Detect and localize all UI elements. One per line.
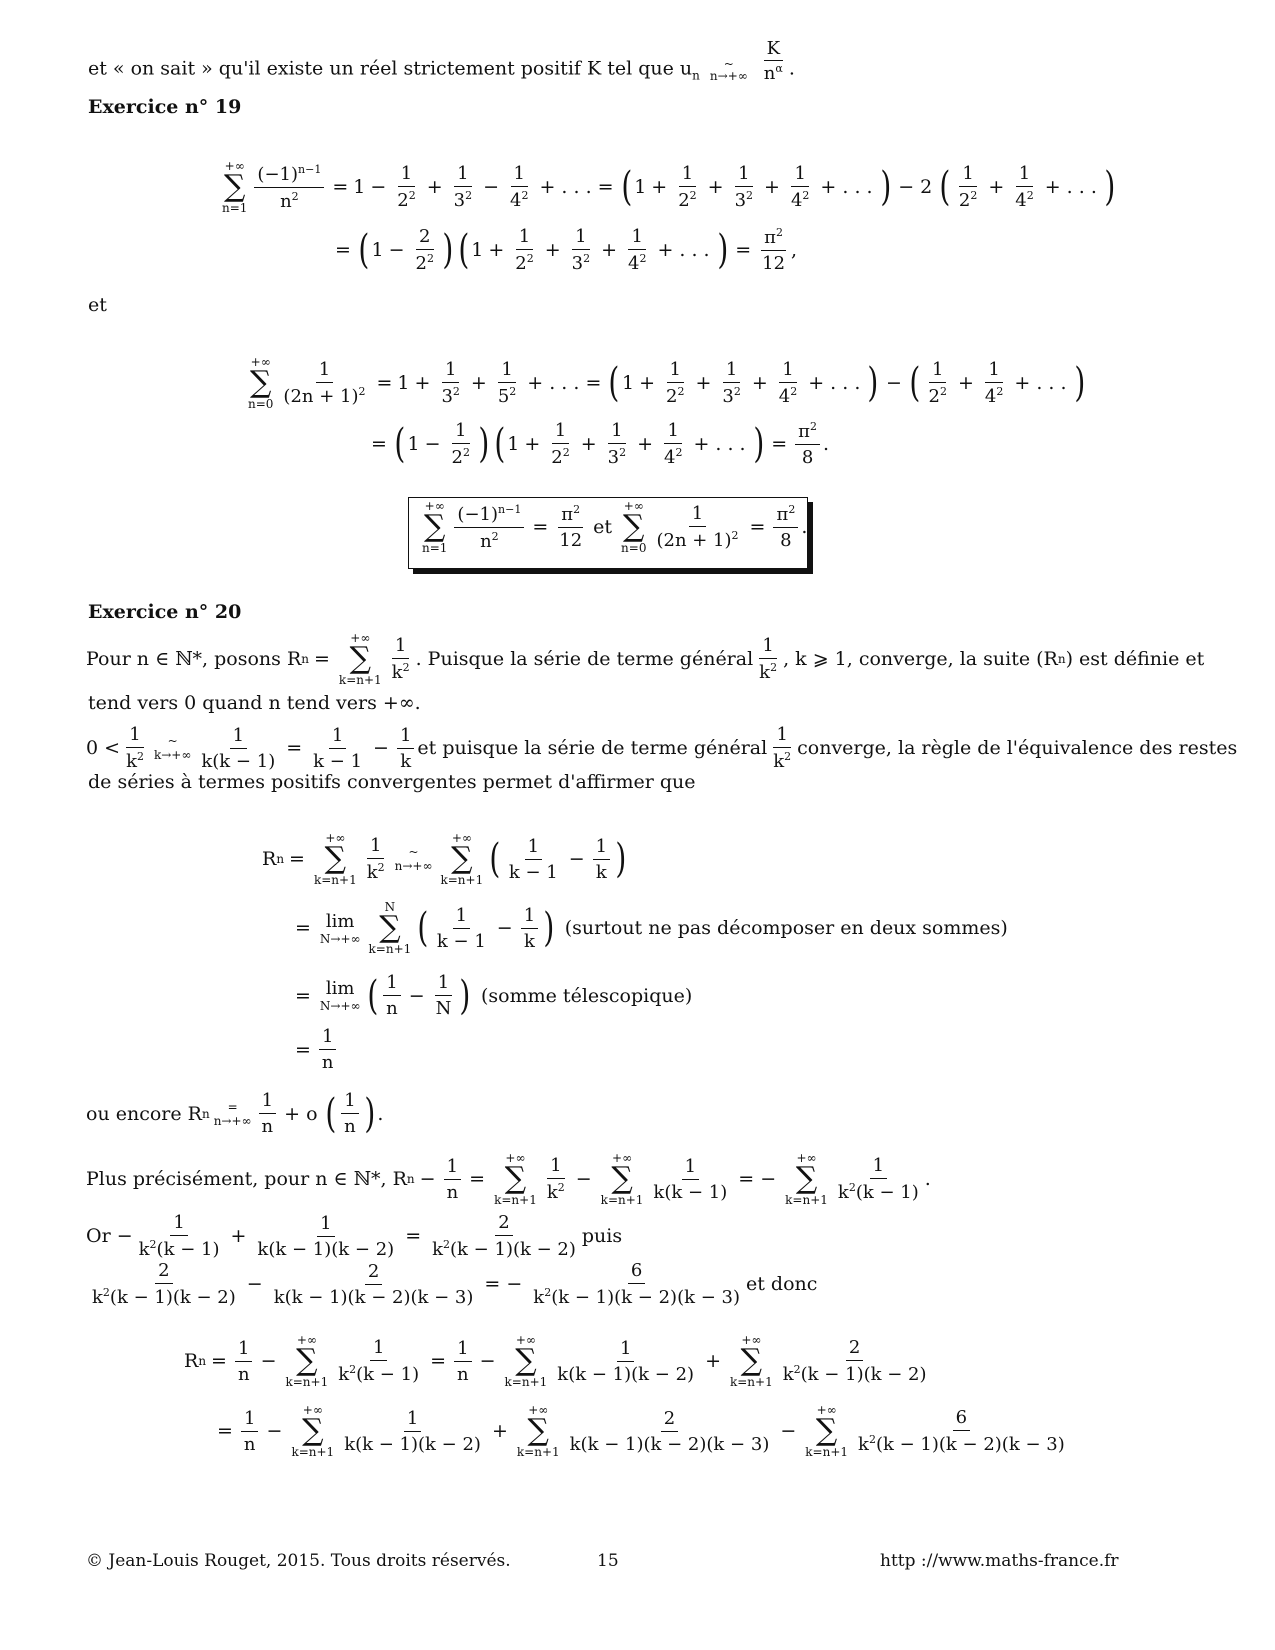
rn-derivation-3: = lim N→+∞ ( $\frac{1}{n}$ − $\frac{1}{N}$ ) (somme télescopique)	[295, 972, 693, 1019]
ex20-paragraph-3: 0 < $\frac{1}{k^2}$ ~ k→+∞ $\frac{1}{k(k - 1)}$ = $\frac{1}{k - 1}$ − $\frac{1}{k}$ et puisque la série de terme général $\frac{1}{k^2}$ converge, la règle de l'équivalence des restes	[86, 724, 1238, 772]
exercise20-title: Exercice n° 20	[88, 601, 242, 623]
p7-b: puis	[581, 1225, 623, 1247]
p5: ou encore R	[86, 1102, 202, 1125]
p1-d: ) est définie et	[1065, 648, 1205, 671]
ex20-paragraph-1: Pour n ∈ ℕ*, posons R n = +∞ ∑ k=n+1 $\frac{1}{k^2}$ . Puisque la série de terme général $\frac{1}{k^2}$ , k ⩾ 1, converge, la suite (R n ) est définie et	[86, 631, 1205, 687]
ex20-paragraph-5: ou encore R n = n→+∞ $\frac{1}{n}$ + o ( $\frac{1}{n}$ ) .	[86, 1090, 384, 1137]
intro-line: et « on sait » qu'il existe un réel strictement positif K tel que $u_n$ ~ n→+∞ $\frac{K}{n^\alpha}$ .	[88, 38, 795, 84]
p1-c: , k ⩾ 1, converge, la suite (R	[783, 648, 1058, 671]
footer-page-number: 15	[597, 1551, 619, 1571]
rn-derivation-1: R n = +∞ ∑ k=n+1 $\frac{1}{k^2}$ ~ n→+∞ +∞ ∑ k=n+1 ( $\frac{1}{k - 1}$ − $\frac{1}{k}$ )	[262, 831, 627, 887]
rn-derivation-4: = $\frac{1}{n}$	[290, 1026, 340, 1073]
equiv-subscript: n→+∞	[709, 68, 748, 83]
frac-den: n	[763, 63, 776, 84]
footer-url[interactable]: http ://www.maths-france.fr	[880, 1551, 1119, 1571]
ex20-paragraph-6: Plus précisément, pour n ∈ ℕ*, R n − $\frac{1}{n}$ = +∞ ∑ k=n+1 $\frac{1}{k^2}$ − +∞ ∑ k=n+1 $\frac{1}{k(k - 1)}$ = − +∞ ∑ k=n+1 $\frac{1}{k^2(k - 1)}$ .	[86, 1151, 931, 1207]
p1-b: . Puisque la série de terme général	[415, 648, 754, 671]
exercise19-title: Exercice n° 19	[88, 96, 242, 118]
result-box-content: +∞ ∑ n=1 $\frac{(-1)^{n-1}}{n^2}$ = $\frac{\pi^2}{12}$ et +∞ ∑ n=0 $\frac{1}{(2n + 1)^2}$ = $\frac{\pi^2}{8}$ .	[422, 499, 808, 555]
ex19-equation-2: = ( 1 − $\frac{2}{2^2}$ ) ( 1 + $\frac{1}{2^2}$ + $\frac{1}{3^2}$ + $\frac{1}{4^2}$ + . . . ) = $\frac{\pi^2}{12}$ ,	[335, 226, 798, 274]
ex19-equation-3: +∞ ∑ n=0 $\frac{1}{(2n + 1)^2}$ = 1 + $\frac{1}{3^2}$ + $\frac{1}{5^2}$ + . . . = ( 1 + $\frac{1}{2^2}$ + $\frac{1}{3^2}$ + $\frac{1}{4^2}$ + . . . ) − ( $\frac{1}{2^2}$ + $\frac{1}{4^2}$ + . . . )	[248, 355, 1085, 411]
frac-num: K	[764, 40, 783, 61]
p3-a: et puisque la série de terme général	[417, 737, 768, 759]
rn-expansion-2: = $\frac{1}{n}$ − +∞ ∑ k=n+1 $\frac{1}{k(k - 1)(k - 2)}$ + +∞ ∑ k=n+1 $\frac{2}{k(k - 1)(k - 2)(k - 3)}$ − +∞ ∑ k=n+1 $\frac{6}{k^2(k - 1)(k - 2)(k - 3)}$	[217, 1403, 1065, 1459]
footer-copyright: © Jean-Louis Rouget, 2015. Tous droits réservés.	[86, 1551, 511, 1571]
rn-derivation-2: = lim N→+∞ N ∑ k=n+1 ( $\frac{1}{k - 1}$ − $\frac{1}{k}$ ) (surtout ne pas décomposer en deux sommes)	[295, 900, 1008, 956]
ex20-paragraph-4: de séries à termes positifs convergentes permet d'affirmer que	[88, 771, 696, 793]
p3-b: converge, la règle de l'équivalence des restes	[797, 737, 1238, 759]
note-telescopic: (somme télescopique)	[481, 984, 693, 1007]
p8-b: et donc	[746, 1273, 818, 1295]
p7-a: Or −	[86, 1225, 133, 1247]
intro-text: et « on sait » qu'il existe un réel strictement positif K tel que u	[88, 57, 693, 80]
ex19-equation-4: = ( 1 − $\frac{1}{2^2}$ ) ( 1 + $\frac{1}{2^2}$ + $\frac{1}{3^2}$ + $\frac{1}{4^2}$ + . . . ) = $\frac{\pi^2}{8}$ .	[371, 420, 830, 468]
rn-expansion-1: R n = $\frac{1}{n}$ − +∞ ∑ k=n+1 $\frac{1}{k^2(k - 1)}$ = $\frac{1}{n}$ − +∞ ∑ k=n+1 $\frac{1}{k(k - 1)(k - 2)}$ + +∞ ∑ k=n+1 $\frac{2}{k^2(k - 1)(k - 2)}$	[184, 1333, 927, 1389]
p1-a: Pour n ∈ ℕ*, posons R	[86, 648, 302, 671]
ex20-paragraph-7: Or − $\frac{1}{k^2(k - 1)}$ + $\frac{1}{k(k - 1)(k - 2)}$ = $\frac{2}{k^2(k - 1)(k - 2)}$ puis	[86, 1212, 623, 1260]
ex19-equation-1: +∞ ∑ n=1 $\frac{(-1)^{n-1}}{n^2}$ = 1 − $\frac{1}{2^2}$ + $\frac{1}{3^2}$ − $\frac{1}{4^2}$ + . . . = ( 1 + $\frac{1}{2^2}$ + $\frac{1}{3^2}$ + $\frac{1}{4^2}$ + . . . ) − 2 ( $\frac{1}{2^2}$ + $\frac{1}{4^2}$ + . . . )	[222, 159, 1116, 215]
note-decomposition: (surtout ne pas décomposer en deux sommes)	[564, 917, 1008, 940]
ex20-paragraph-2: tend vers 0 quand n tend vers +∞.	[88, 692, 421, 714]
ex20-paragraph-8: $\frac{2}{k^2(k - 1)(k - 2)}$ − $\frac{2}{k(k - 1)(k - 2)(k - 3)}$ = − $\frac{6}{k^2(k - 1)(k - 2)(k - 3)}$ et donc	[92, 1260, 818, 1308]
p6: Plus précisément, pour n ∈ ℕ*, R	[86, 1168, 407, 1191]
ex19-connector: et	[88, 294, 107, 316]
